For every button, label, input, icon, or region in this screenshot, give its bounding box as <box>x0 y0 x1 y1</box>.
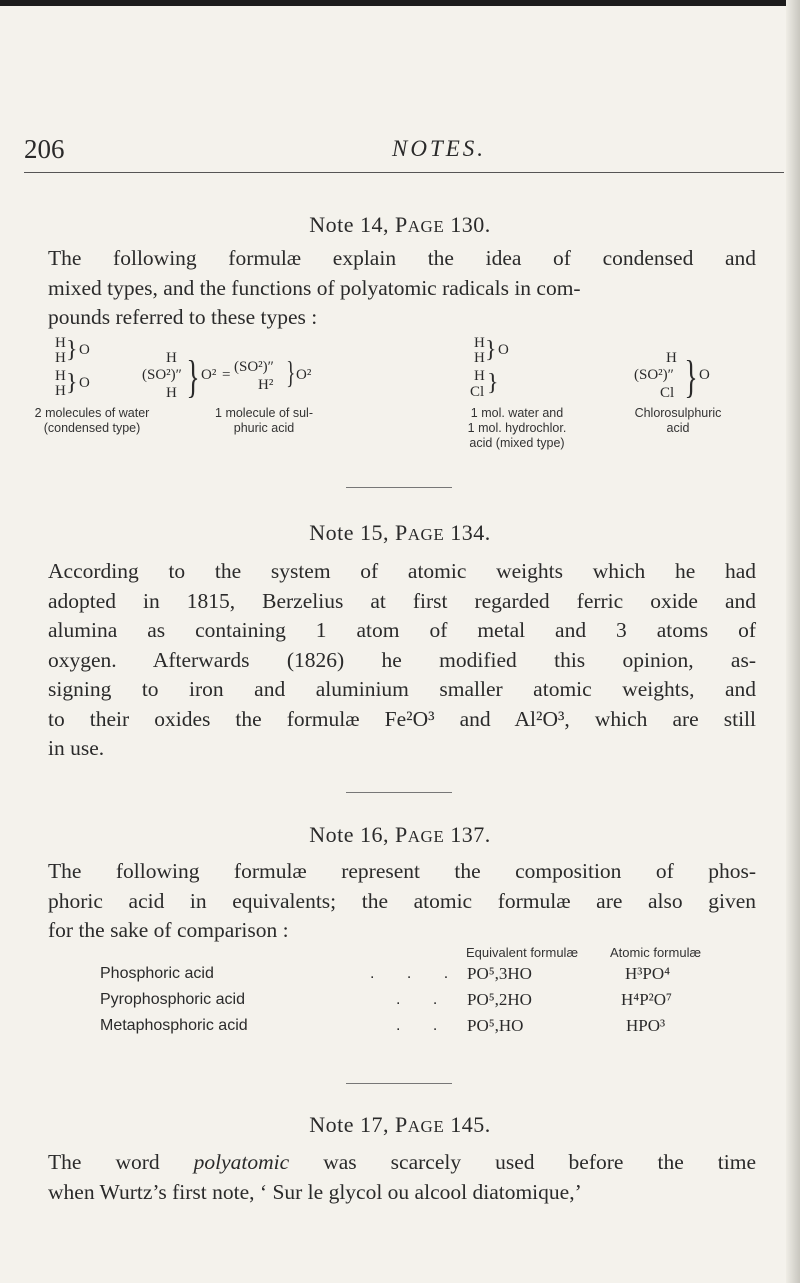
section-divider <box>346 792 452 793</box>
col-header-atomic: Atomic formulæ <box>610 945 702 960</box>
caption-chlorosulphuric: Chlorosulphuric acid <box>634 406 722 435</box>
running-title: NOTES. <box>392 136 487 161</box>
text-line: According to the system of atomic weights which he had <box>48 559 756 583</box>
text-line: signing to iron and aluminium smaller atomic weights, and <box>48 677 756 701</box>
text-line: when Wurtz’s first note, ‘ Sur le glycol ou alcool diatomique,’ <box>48 1179 582 1204</box>
caption-sulphuric: 1 molecule of sul- phuric acid <box>215 406 313 435</box>
text-line: The following formulæ represent the composition of phos- <box>48 859 756 883</box>
note-17-paragraph <box>48 1148 756 1207</box>
text-line: adopted in 1815, Berzelius at first regarded ferric oxide and <box>48 588 756 613</box>
brace: } <box>186 351 200 402</box>
brace: } <box>487 370 499 396</box>
brace: } <box>485 337 497 363</box>
note-17-heading: Note 17, PAGE 145. <box>309 1112 491 1137</box>
brace: } <box>286 354 296 390</box>
page-number: 206 <box>24 134 65 164</box>
text-line: The word polyatomic was scarcely used before the time <box>48 1150 756 1174</box>
note-14-paragraph <box>48 244 756 333</box>
note-16-heading: Note 16, PAGE 137. <box>309 822 491 847</box>
text-line: to their oxides the formulæ Fe²O³ and Al²O³, which are still <box>48 706 756 731</box>
caption-mixed: 1 mol. water and 1 mol. hydrochlor. acid (mixed type) <box>467 406 567 450</box>
header-rule <box>24 172 784 173</box>
text-line: for the sake of comparison : <box>48 918 289 942</box>
brace: } <box>66 337 78 363</box>
col-header-equivalent: Equivalent formulæ <box>466 945 578 960</box>
note-14-heading: Note 14, PAGE 130. <box>309 212 491 237</box>
note-16-paragraph <box>48 857 756 946</box>
section-divider <box>346 1083 452 1084</box>
note-15-paragraph <box>48 557 756 764</box>
text-line: phoric acid in equivalents; the atomic formulæ are also given <box>48 888 756 913</box>
section-divider <box>346 487 452 488</box>
italic-term: polyatomic <box>193 1150 290 1174</box>
text-line: mixed types, and the functions of polyatomic radicals in com- <box>48 275 581 300</box>
page-top-edge <box>0 0 800 6</box>
caption-water: 2 molecules of water (condensed type) <box>34 406 150 435</box>
brace: } <box>684 351 698 402</box>
brace: } <box>66 370 78 396</box>
note-15-heading: Note 15, PAGE 134. <box>309 520 491 545</box>
running-head <box>24 130 784 170</box>
text-line: pounds referred to these types : <box>48 305 318 329</box>
text-line: in use. <box>48 736 105 760</box>
text-line: alumina as containing 1 atom of metal and 3 atoms of <box>48 618 756 642</box>
text-line: oxygen. Afterwards (1826) he modified this opinion, as- <box>48 647 756 672</box>
page-gutter-shadow <box>786 0 800 1283</box>
text-line: The following formulæ explain the idea of condensed and <box>48 246 756 270</box>
